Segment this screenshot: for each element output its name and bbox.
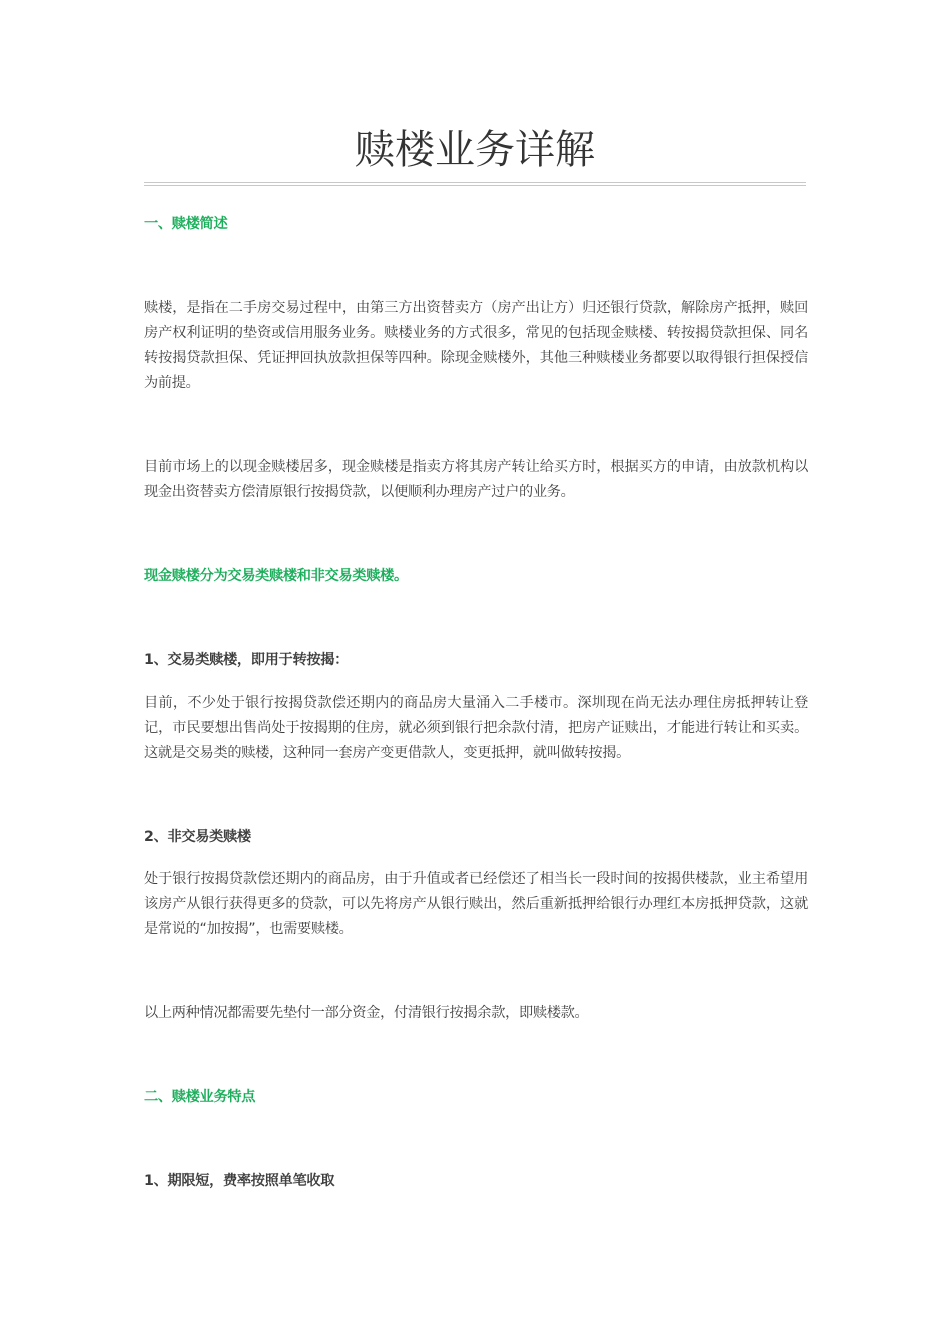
paragraph-cash-redemption: 目前市场上的以现金赎楼居多，现金赎楼是指卖方将其房产转让给买方时，根据买方的申请，由放款机构以现金出资替卖方偿清原银行按揭贷款，以便顺利办理房产过户的业务。 xyxy=(144,459,808,500)
item-title-non-transactional: 2、非交易类赎楼 xyxy=(144,829,251,845)
section-heading-1: 一、赎楼简述 xyxy=(144,216,228,232)
item-title-transactional: 1、交易类赎楼，即用于转按揭： xyxy=(144,652,348,668)
title-divider xyxy=(144,182,806,186)
paragraph-definition: 赎楼，是指在二手房交易过程中，由第三方出资替卖方（房产出让方）归还银行贷款，解除房产抵押，赎回房产权利证明的垫资或信用服务业务。赎楼业务的方式很多，常见的包括现金赎楼、转按揭贷款担保、同名转按揭贷款担保、凭证押回执放款担保等四种。除现金赎楼外，其他三种赎楼业务都要以取得银行担保授信为前提。 xyxy=(144,300,808,391)
paragraph-summary: 以上两种情况都需要先垫付一部分资金，付清银行按揭余款，即赎楼款。 xyxy=(144,1005,589,1021)
page-title: 赎楼业务详解 xyxy=(355,127,595,173)
paragraph-transactional: 目前，不少处于银行按揭贷款偿还期内的商品房大量涌入二手楼市。深圳现在尚无法办理住房抵押转让登记，市民要想出售尚处于按揭期的住房，就必须到银行把余款付清，把房产证赎出，才能进行转让和买卖。这就是交易类的赎楼，这种同一套房产变更借款人，变更抵押，就叫做转按揭。 xyxy=(144,695,808,761)
item-title-short-term: 1、期限短，费率按照单笔收取 xyxy=(144,1173,335,1189)
section-heading-2: 二、赎楼业务特点 xyxy=(144,1089,256,1105)
subheading-cash-types: 现金赎楼分为交易类赎楼和非交易类赎楼。 xyxy=(144,568,408,584)
paragraph-non-transactional: 处于银行按揭贷款偿还期内的商品房，由于升值或者已经偿还了相当长一段时间的按揭供楼款，业主希望用该房产从银行获得更多的贷款，可以先将房产从银行赎出，然后重新抵押给银行办理红本房抵押贷款，这就是常说的“加按揭”，也需要赎楼。 xyxy=(144,871,808,937)
